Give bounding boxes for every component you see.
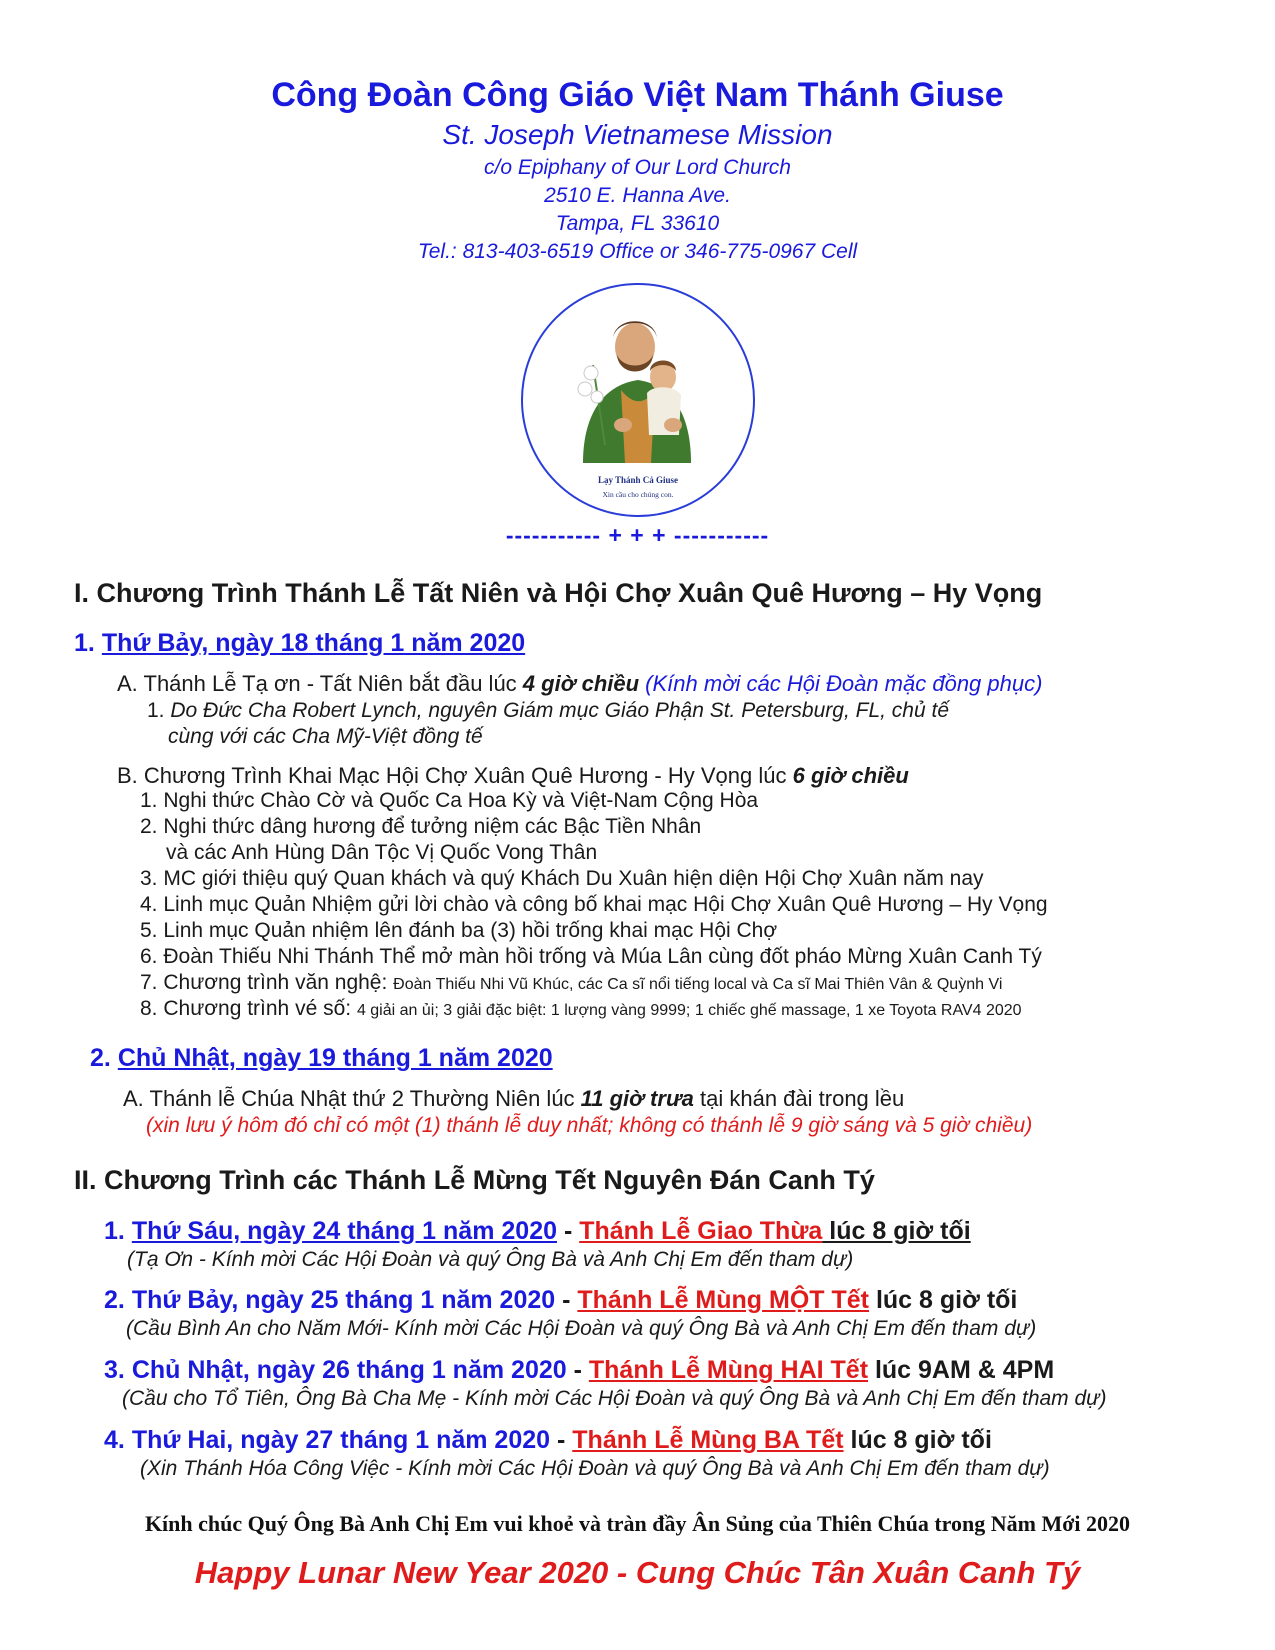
mass-date: Chủ Nhật, ngày 26 tháng 1 năm 2020	[131, 1356, 567, 1384]
section-2-heading: II. Chương Trình các Thánh Lễ Mừng Tết Nguyên Đán Canh Tý	[74, 1165, 875, 1195]
mass-number: 4.	[104, 1426, 125, 1454]
mass-time: lúc 8 giờ tối	[822, 1217, 971, 1245]
mass-separator: -	[557, 1217, 580, 1245]
blessing-line: Kính chúc Quý Ông Bà Anh Chị Em vui khoẻ và tràn đầy Ân Sủng của Thiên Chúa trong Năm Mới 2020	[144, 1511, 1131, 1536]
item-b-text: B. Chương Trình Khai Mạc Hội Chợ Xuân Quê Hương - Hy Vọng lúc	[117, 763, 793, 788]
mass-number: 3.	[104, 1356, 125, 1384]
mass-name: Thánh Lễ Mùng HAI Tết	[588, 1356, 869, 1384]
letterhead	[0, 74, 1275, 266]
mass-number: 1.	[104, 1217, 125, 1245]
day-2-item-a-time: 11 giờ trưa	[580, 1086, 694, 1111]
item-7-detail: Đoàn Thiếu Nhi Vũ Khúc, các Ca sĩ nổi tiếng local và Ca sĩ Mai Thiên Vân & Quỳnh Vi	[393, 976, 1003, 993]
day-2-date: Chủ Nhật, ngày 19 tháng 1 năm 2020	[117, 1044, 553, 1072]
list-item: 4. Linh mục Quản Nhiệm gửi lời chào và công bố khai mạc Hội Chợ Xuân Quê Hương – Hy Vọng	[140, 893, 1048, 916]
day-2-heading	[90, 1044, 553, 1073]
item-8-detail: 4 giải an ủi; 3 giải đặc biệt: 1 lượng vàng 9999; 1 chiếc ghế massage, 1 xe Toyota RAV4 2020	[356, 1002, 1022, 1019]
city-address: Tampa, FL 33610	[555, 212, 720, 235]
day-1-date: Thứ Bảy, ngày 18 tháng 1 năm 2020	[101, 629, 526, 657]
mass-note: (Xin Thánh Hóa Công Việc - Kính mời Các Hội Đoàn và quý Ông Bà và Anh Chị Em đến tham dự)	[140, 1457, 1050, 1480]
new-year-greeting: Happy Lunar New Year 2020 - Cung Chúc Tân Xuân Canh Tý	[194, 1555, 1081, 1590]
mass-note: (Tạ Ơn - Kính mời Các Hội Đoàn và quý Ông Bà và Anh Chị Em đến tham dự)	[127, 1248, 854, 1271]
item-a1-bishop: Do Đức Cha Robert Lynch	[170, 699, 417, 722]
mass-date: Thứ Bảy, ngày 25 tháng 1 năm 2020	[131, 1286, 556, 1314]
mass-number: 2.	[104, 1286, 125, 1314]
item-b-time: 6 giờ chiều	[792, 763, 909, 788]
mass-date: Thứ Hai, ngày 27 tháng 1 năm 2020	[131, 1426, 551, 1454]
mass-row	[104, 1356, 1054, 1385]
mass-note: (Cầu Bình An cho Năm Mới- Kính mời Các Hội Đoàn và quý Ông Bà và Anh Chị Em đến tham dự)	[126, 1317, 1037, 1340]
day-2-item-a-text: A. Thánh lễ Chúa Nhật thứ 2 Thường Niên lúc	[123, 1086, 581, 1111]
mass-name: Thánh Lễ Mùng BA Tết	[572, 1426, 844, 1454]
day-2-item-a	[123, 1086, 904, 1112]
street-address: 2510 E. Hanna Ave.	[544, 184, 731, 207]
mission-name: St. Joseph Vietnamese Mission	[442, 119, 833, 150]
list-item: 5. Linh mục Quản nhiệm lên đánh ba (3) hồi trống khai mạc Hội Chợ	[140, 919, 778, 942]
item-a-text: A. Thánh Lễ Tạ ơn - Tất Niên bắt đầu lúc	[117, 671, 523, 696]
list-item	[140, 997, 1022, 1021]
day-2-number: 2.	[90, 1044, 111, 1072]
mass-name: Thánh Lễ Giao Thừa	[579, 1217, 823, 1245]
day-1-item-b	[117, 763, 909, 789]
section-1-heading: I. Chương Trình Thánh Lễ Tất Niên và Hội Chợ Xuân Quê Hương – Hy Vọng	[74, 578, 1043, 608]
list-item	[140, 971, 1002, 995]
list-item: 6. Đoàn Thiếu Nhi Thánh Thể mở màn hồi trống và Múa Lân cùng đốt pháo Mừng Xuân Canh Tý	[140, 945, 1042, 968]
list-item-continuation: và các Anh Hùng Dân Tộc Vị Quốc Vong Thân	[166, 841, 598, 864]
ornament-divider: ----------- + + + -----------	[505, 522, 770, 548]
mass-row	[104, 1286, 1017, 1315]
item-a1-number: 1.	[147, 699, 171, 722]
day-2-item-a-place: tại khán đài trong lều	[693, 1086, 905, 1111]
list-item: 2. Nghi thức dâng hương để tưởng niệm các Bậc Tiền Nhân	[140, 815, 702, 838]
mass-note: (Cầu cho Tổ Tiên, Ông Bà Cha Mẹ - Kính mời Các Hội Đoàn và quý Ông Bà và Anh Chị Em đến tham dự)	[122, 1387, 1107, 1410]
mass-separator: -	[550, 1426, 573, 1454]
item-a1-line1	[147, 699, 949, 723]
mass-separator: -	[566, 1356, 589, 1384]
item-a-note: (Kính mời các Hội Đoàn mặc đồng phục)	[645, 671, 1043, 696]
day-1-heading	[74, 629, 525, 658]
day-1-item-a	[117, 671, 1042, 697]
list-item: 3. MC giới thiệu quý Quan khách và quý Khách Du Xuân hiện diện Hội Chợ Xuân năm nay	[140, 867, 984, 890]
list-item: 1. Nghi thức Chào Cờ và Quốc Ca Hoa Kỳ và Việt-Nam Cộng Hòa	[140, 789, 759, 812]
emblem-caption: Lạy Thánh Cả Giuse	[597, 475, 679, 485]
mass-time: lúc 8 giờ tối	[869, 1286, 1018, 1314]
item-8-label: 8. Chương trình vé số:	[140, 997, 357, 1020]
item-a-time: 4 giờ chiều	[522, 671, 640, 696]
phone-line: Tel.: 813-403-6519 Office or 346-775-0967 Cell	[417, 240, 858, 263]
mass-date: Thứ Sáu, ngày 24 tháng 1 năm 2020	[131, 1217, 557, 1245]
day-1-number: 1.	[74, 629, 95, 657]
item-a1-line2: cùng với các Cha Mỹ-Việt đồng tế	[168, 725, 483, 748]
day-2-note: (xin lưu ý hôm đó chỉ có một (1) thánh lễ duy nhất; không có thánh lễ 9 giờ sáng và 5 giờ chiều)	[146, 1114, 1033, 1137]
mass-time: lúc 9AM & 4PM	[868, 1356, 1055, 1384]
organization-name: Công Đoàn Công Giáo Việt Nam Thánh Giuse	[271, 76, 1004, 114]
mass-time: lúc 8 giờ tối	[843, 1426, 992, 1454]
mass-row	[104, 1217, 971, 1246]
mass-separator: -	[555, 1286, 578, 1314]
st-joseph-emblem	[521, 283, 755, 517]
mass-row	[104, 1426, 992, 1455]
item-a1-role: , nguyên Giám mục Giáo Phận St. Petersburg, FL, chủ tế	[416, 699, 950, 722]
care-of-line: c/o Epiphany of Our Lord Church	[483, 156, 791, 179]
item-7-label: 7. Chương trình văn nghệ:	[140, 971, 394, 994]
mass-name: Thánh Lễ Mùng MỘT Tết	[577, 1286, 870, 1314]
emblem-subcaption: Xin cầu cho chúng con.	[602, 490, 674, 499]
